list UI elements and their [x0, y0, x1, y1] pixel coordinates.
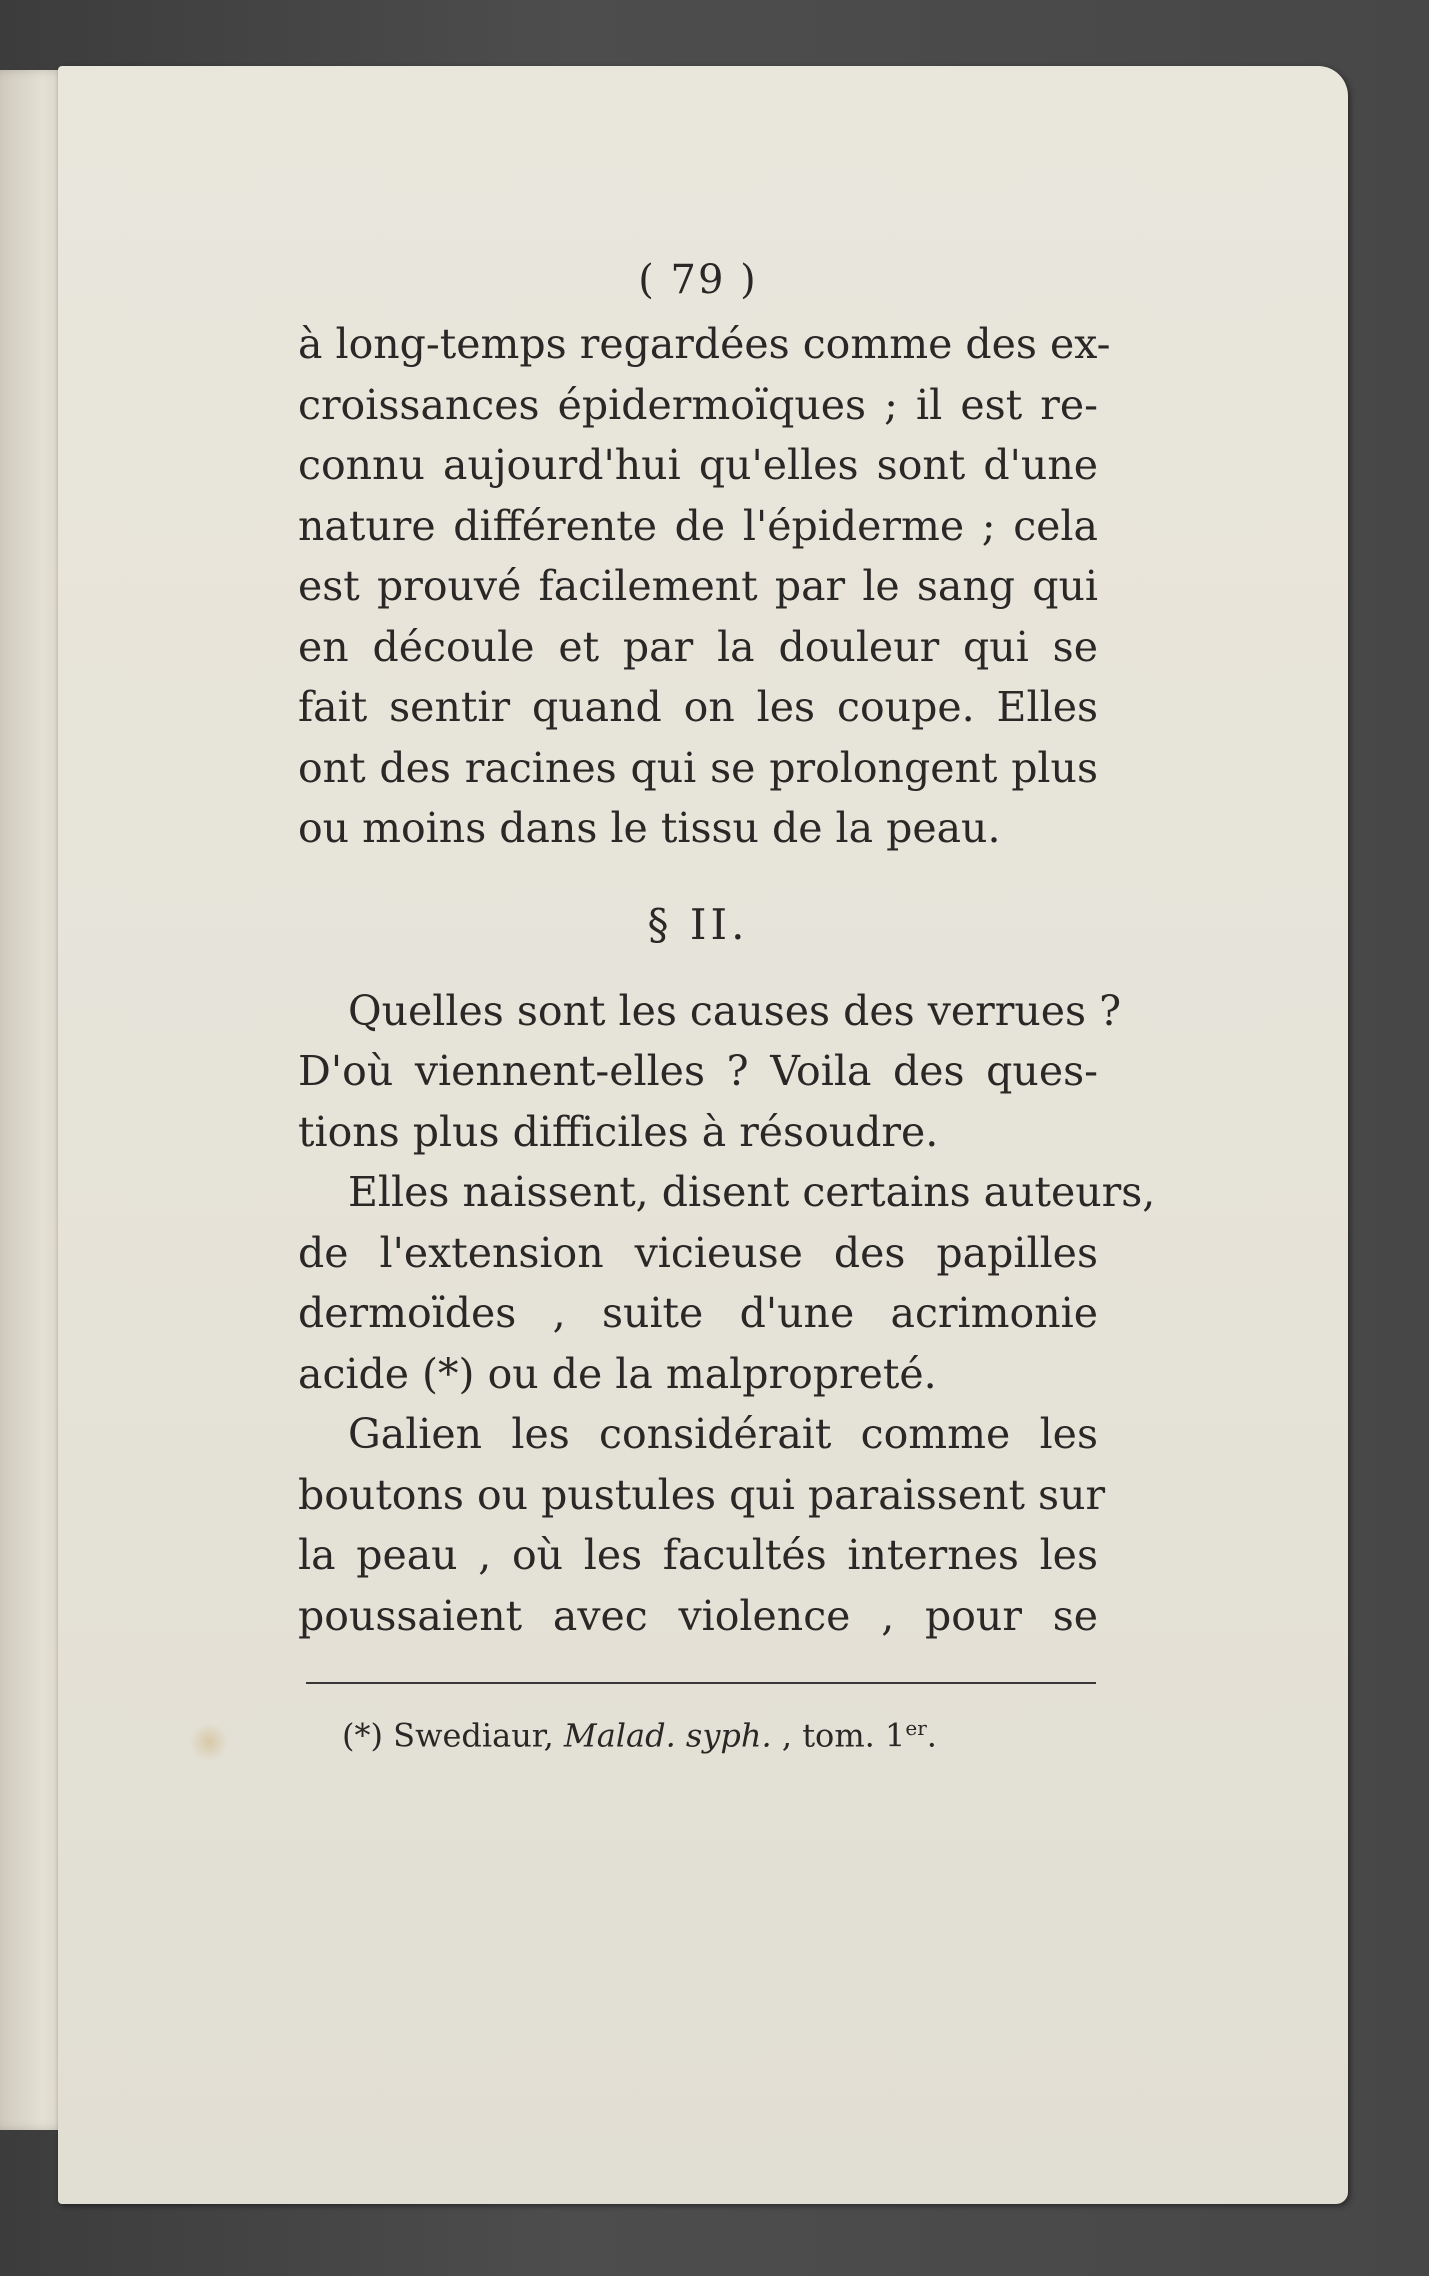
text-line: ont des racines qui se prolongent plus	[298, 743, 1098, 792]
text-line: la peau , où les facultés internes les	[298, 1531, 1098, 1579]
paragraph-2	[298, 981, 1122, 1163]
page-number: ( 79 )	[638, 257, 758, 303]
text-line: dermoïdes , suite d'une acrimonie	[298, 1289, 1098, 1337]
footnote-end: .	[926, 1716, 937, 1755]
text-line: en découle et par la douleur qui se	[298, 622, 1098, 671]
text-line: connu aujourd'hui qu'elles sont d'une	[298, 441, 1098, 489]
text-line: Quelles sont les causes des verrues ?	[348, 986, 1122, 1035]
footnote-rest: , tom.	[781, 1716, 875, 1755]
text-line: boutons ou pustules qui paraissent sur	[298, 1470, 1106, 1519]
footnote-rule	[306, 1682, 1096, 1684]
text-line: est prouvé facilement par le sang qui	[298, 562, 1098, 610]
footnote	[298, 1704, 1098, 1760]
footnote-marker: (*)	[342, 1716, 383, 1755]
text-line: croissances épidermoïques ; il est re-	[298, 380, 1098, 429]
footnote-title: Malad. syph.	[563, 1716, 772, 1755]
footnote-volume: 1	[885, 1716, 906, 1755]
text-line: fait sentir quand on les coupe. Elles	[298, 683, 1098, 731]
section-heading: § II.	[647, 899, 749, 949]
text-line: à long-temps regardées comme des ex-	[298, 320, 1111, 368]
text-line: poussaient avec violence , pour se	[298, 1591, 1098, 1640]
paper-stain	[188, 1724, 230, 1760]
book-page	[58, 66, 1348, 2204]
page-text-block	[298, 252, 1156, 1760]
paragraph-1	[298, 314, 1111, 859]
text-line: de l'extension vicieuse des papilles	[298, 1228, 1098, 1277]
text-line: nature différente de l'épiderme ; cela	[298, 501, 1098, 550]
text-line: D'où viennent-elles ? Voila des ques-	[298, 1047, 1098, 1095]
footnote-volume-sup: er	[905, 1716, 927, 1740]
footnote-author: Swediaur,	[393, 1716, 554, 1755]
text-line: tions plus difficiles à résoudre.	[298, 1107, 939, 1156]
text-line: Galien les considérait comme les	[348, 1410, 1098, 1458]
text-line: ou moins dans le tissu de la peau.	[298, 804, 1001, 852]
paragraph-4	[298, 1404, 1106, 1646]
paragraph-3	[298, 1162, 1156, 1404]
text-line: Elles naissent, disent certains auteurs,	[348, 1168, 1156, 1216]
text-line: acide (*) ou de la malpropreté.	[298, 1349, 937, 1398]
